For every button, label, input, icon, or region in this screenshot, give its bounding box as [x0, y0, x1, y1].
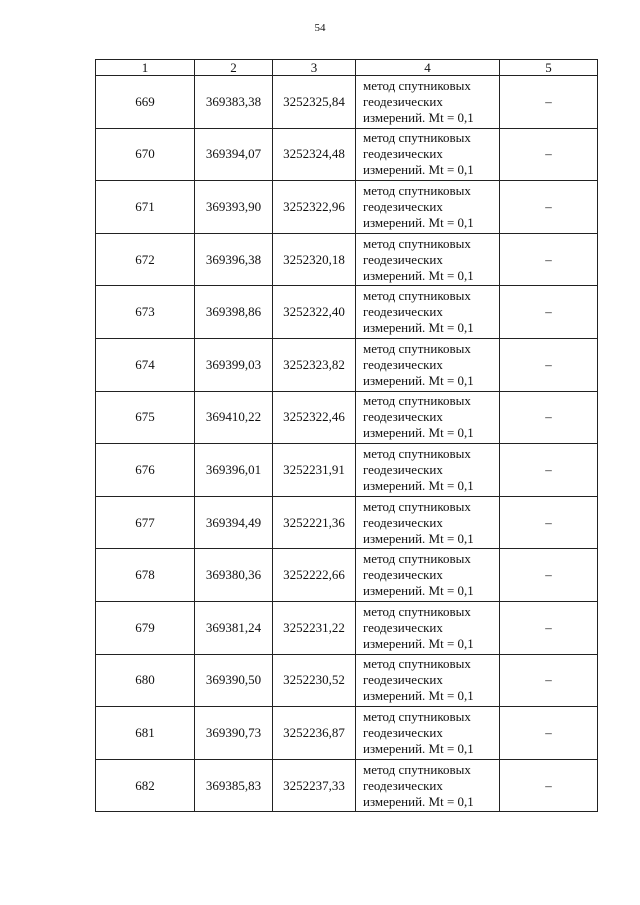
point-number-cell: 669 — [96, 76, 195, 129]
method-line: метод спутниковых — [363, 498, 471, 514]
method-line: метод спутниковых — [363, 288, 471, 304]
point-number-cell: 682 — [96, 759, 195, 812]
y-coordinate-cell: 3252325,84 — [273, 76, 356, 129]
method-line: измерений. Mt = 0,1 — [363, 372, 474, 388]
table-row — [96, 549, 598, 602]
method-line: метод спутниковых — [363, 603, 471, 619]
y-coordinate-cell: 3252324,48 — [273, 128, 356, 181]
table-row — [96, 76, 598, 129]
y-coordinate-cell: 3252221,36 — [273, 496, 356, 549]
method-line: геодезических — [363, 724, 443, 740]
method-line: метод спутниковых — [363, 340, 471, 356]
method-line: метод спутниковых — [363, 235, 471, 251]
column-header-5: 5 — [500, 60, 598, 76]
method-line: измерений. Mt = 0,1 — [363, 477, 474, 493]
column-header-1: 1 — [96, 60, 195, 76]
column-header-4: 4 — [356, 60, 500, 76]
table-row — [96, 707, 598, 760]
y-coordinate-cell: 3252323,82 — [273, 338, 356, 391]
x-coordinate-cell: 369390,50 — [195, 654, 273, 707]
method-line: метод спутниковых — [363, 551, 471, 567]
column-header-2: 2 — [195, 60, 273, 76]
table-row — [96, 601, 598, 654]
note-cell: – — [500, 601, 598, 654]
y-coordinate-cell: 3252236,87 — [273, 707, 356, 760]
point-number-cell: 679 — [96, 601, 195, 654]
method-line: метод спутниковых — [363, 445, 471, 461]
x-coordinate-cell: 369390,73 — [195, 707, 273, 760]
method-line: геодезических — [363, 514, 443, 530]
note-cell: – — [500, 181, 598, 234]
note-cell: – — [500, 391, 598, 444]
point-number-cell: 677 — [96, 496, 195, 549]
table-row — [96, 444, 598, 497]
table-row — [96, 759, 598, 812]
x-coordinate-cell: 369396,01 — [195, 444, 273, 497]
y-coordinate-cell: 3252322,46 — [273, 391, 356, 444]
y-coordinate-cell: 3252322,40 — [273, 286, 356, 339]
point-number-cell: 675 — [96, 391, 195, 444]
table-row — [96, 391, 598, 444]
method-line: измерений. Mt = 0,1 — [363, 530, 474, 546]
point-number-cell: 670 — [96, 128, 195, 181]
method-line: геодезических — [363, 567, 443, 583]
x-coordinate-cell: 369399,03 — [195, 338, 273, 391]
method-cell — [356, 338, 500, 391]
method-cell — [356, 654, 500, 707]
method-line: метод спутниковых — [363, 761, 471, 777]
method-line: измерений. Mt = 0,1 — [363, 635, 474, 651]
method-cell — [356, 759, 500, 812]
method-line: метод спутниковых — [363, 393, 471, 409]
note-cell: – — [500, 444, 598, 497]
method-line: метод спутниковых — [363, 656, 471, 672]
method-line: геодезических — [363, 619, 443, 635]
point-number-cell: 674 — [96, 338, 195, 391]
note-cell: – — [500, 654, 598, 707]
method-cell — [356, 496, 500, 549]
x-coordinate-cell: 369398,86 — [195, 286, 273, 339]
method-line: геодезических — [363, 146, 443, 162]
table-row — [96, 654, 598, 707]
x-coordinate-cell: 369410,22 — [195, 391, 273, 444]
page-number: 54 — [314, 22, 326, 34]
method-line: измерений. Mt = 0,1 — [363, 109, 474, 125]
method-cell — [356, 76, 500, 129]
x-coordinate-cell: 369396,38 — [195, 233, 273, 286]
note-cell: – — [500, 76, 598, 129]
point-number-cell: 681 — [96, 707, 195, 760]
point-number-cell: 673 — [96, 286, 195, 339]
x-coordinate-cell: 369385,83 — [195, 759, 273, 812]
point-number-cell: 676 — [96, 444, 195, 497]
note-cell: – — [500, 496, 598, 549]
x-coordinate-cell: 369383,38 — [195, 76, 273, 129]
method-line: измерений. Mt = 0,1 — [363, 425, 474, 441]
point-number-cell: 672 — [96, 233, 195, 286]
method-cell — [356, 707, 500, 760]
table-body — [96, 76, 598, 812]
method-line: измерений. Mt = 0,1 — [363, 688, 474, 704]
y-coordinate-cell: 3252230,52 — [273, 654, 356, 707]
x-coordinate-cell: 369394,07 — [195, 128, 273, 181]
method-line: геодезических — [363, 93, 443, 109]
y-coordinate-cell: 3252320,18 — [273, 233, 356, 286]
x-coordinate-cell: 369394,49 — [195, 496, 273, 549]
note-cell: – — [500, 759, 598, 812]
method-line: измерений. Mt = 0,1 — [363, 162, 474, 178]
method-line: геодезических — [363, 304, 443, 320]
method-line: измерений. Mt = 0,1 — [363, 793, 474, 809]
y-coordinate-cell: 3252231,22 — [273, 601, 356, 654]
method-line: метод спутниковых — [363, 77, 471, 93]
y-coordinate-cell: 3252237,33 — [273, 759, 356, 812]
x-coordinate-cell: 369381,24 — [195, 601, 273, 654]
note-cell: – — [500, 549, 598, 602]
note-cell: – — [500, 233, 598, 286]
point-number-cell: 678 — [96, 549, 195, 602]
method-cell — [356, 391, 500, 444]
x-coordinate-cell: 369380,36 — [195, 549, 273, 602]
note-cell: – — [500, 128, 598, 181]
y-coordinate-cell: 3252231,91 — [273, 444, 356, 497]
column-header-3: 3 — [273, 60, 356, 76]
method-cell — [356, 128, 500, 181]
method-line: геодезических — [363, 672, 443, 688]
point-number-cell: 671 — [96, 181, 195, 234]
method-cell — [356, 181, 500, 234]
method-cell — [356, 549, 500, 602]
method-line: измерений. Mt = 0,1 — [363, 320, 474, 336]
note-cell: – — [500, 338, 598, 391]
method-line: измерений. Mt = 0,1 — [363, 740, 474, 756]
coordinates-table — [95, 59, 598, 812]
method-line: геодезических — [363, 356, 443, 372]
method-line: метод спутниковых — [363, 708, 471, 724]
table-row — [96, 338, 598, 391]
note-cell: – — [500, 286, 598, 339]
method-line: метод спутниковых — [363, 182, 471, 198]
method-line: измерений. Mt = 0,1 — [363, 214, 474, 230]
method-line: измерений. Mt = 0,1 — [363, 267, 474, 283]
method-cell — [356, 601, 500, 654]
method-cell — [356, 233, 500, 286]
method-line: измерений. Mt = 0,1 — [363, 583, 474, 599]
method-cell — [356, 286, 500, 339]
y-coordinate-cell: 3252222,66 — [273, 549, 356, 602]
method-line: геодезических — [363, 461, 443, 477]
method-line: метод спутниковых — [363, 130, 471, 146]
table-row — [96, 286, 598, 339]
note-cell: – — [500, 707, 598, 760]
y-coordinate-cell: 3252322,96 — [273, 181, 356, 234]
method-line: геодезических — [363, 409, 443, 425]
table-row — [96, 181, 598, 234]
point-number-cell: 680 — [96, 654, 195, 707]
table-row — [96, 128, 598, 181]
method-line: геодезических — [363, 251, 443, 267]
table-row — [96, 233, 598, 286]
table-row — [96, 496, 598, 549]
method-line: геодезических — [363, 777, 443, 793]
method-line: геодезических — [363, 198, 443, 214]
method-cell — [356, 444, 500, 497]
x-coordinate-cell: 369393,90 — [195, 181, 273, 234]
table-header-row — [96, 60, 598, 76]
